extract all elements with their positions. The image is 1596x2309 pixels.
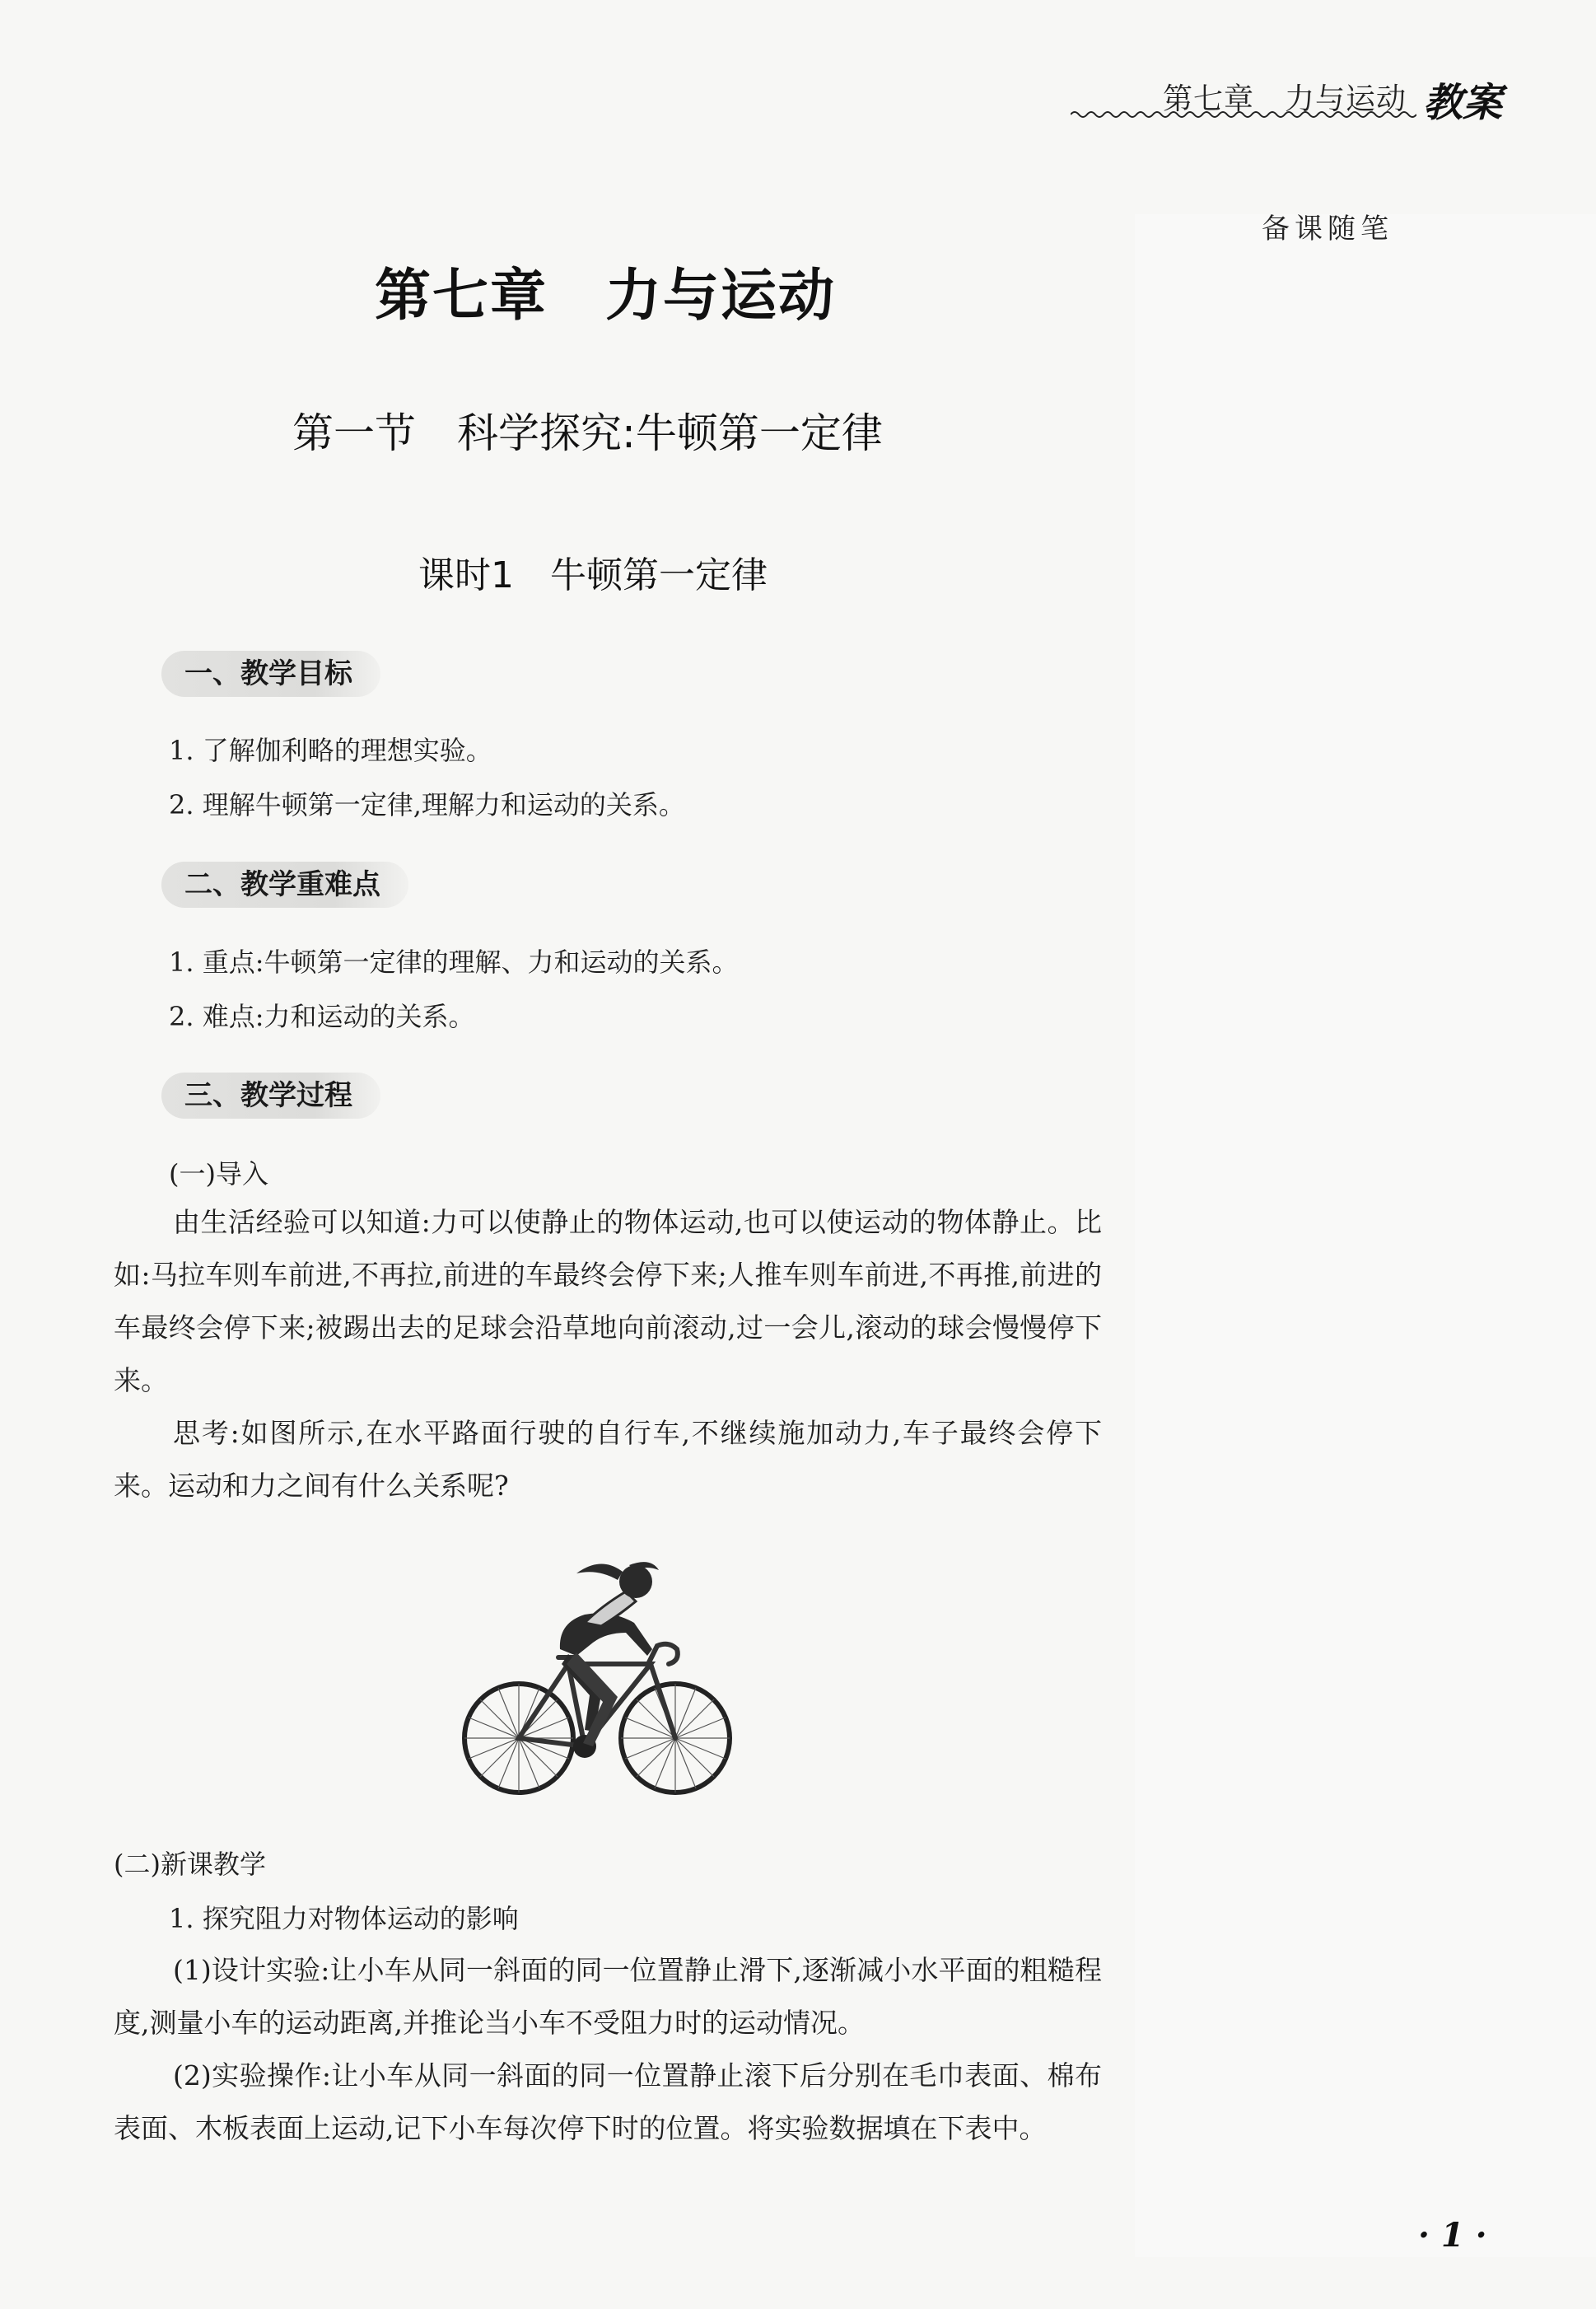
notes-margin-column xyxy=(1135,214,1596,2257)
page-number: · 1 · xyxy=(1418,2216,1487,2255)
running-header xyxy=(1071,76,1515,125)
list-item: 1. 重点:牛顿第一定律的理解、力和运动的关系。 xyxy=(169,947,739,978)
list-item: 1. 了解伽利略的理想实验。 xyxy=(169,735,492,766)
experiment-title: 1. 探究阻力对物体运动的影响 xyxy=(169,1903,519,1934)
design-paragraph: (1)设计实验:让小车从同一斜面的同一位置静止滑下,逐渐减小水平面的粗糙程度,测量小车的运动距离,并推论当小车不受阻力时的运动情况。 xyxy=(114,1954,1102,2039)
wavy-underline-icon xyxy=(1071,109,1416,120)
cyclist-illustration-icon xyxy=(461,1540,741,1804)
think-paragraph: 思考:如图所示,在水平路面行驶的自行车,不继续施加动力,车子最终会停下来。运动和力之间有什么关系呢? xyxy=(114,1417,1102,1502)
chapter-title: 第七章 力与运动 xyxy=(375,264,837,329)
intro-paragraph: 由生活经验可以知道:力可以使静止的物体运动,也可以使运动的物体静止。比如:马拉车则车前进,不再拉,前进的车最终会停下来;人推车则车前进,不再推,前进的车最终会停下来;被踢出去的足球会沿草地向前滚动,过一会儿,滚动的球会慢慢停下来。 xyxy=(114,1206,1102,1396)
list-item: 2. 难点:力和运动的关系。 xyxy=(169,1001,475,1032)
section-heading: 二、教学重难点 xyxy=(161,862,408,908)
lesson-title: 课时1 牛顿第一定律 xyxy=(418,554,768,596)
subsection-label: (二)新课教学 xyxy=(114,1849,266,1880)
operation-paragraph: (2)实验操作:让小车从同一斜面的同一位置静止滚下后分别在毛巾表面、棉布表面、木板表面上运动,记下小车每次停下时的位置。将实验数据填在下表中。 xyxy=(114,2059,1102,2144)
section-title: 第一节 科学探究:牛顿第一定律 xyxy=(292,409,883,457)
section-heading: 一、教学目标 xyxy=(161,651,380,697)
list-item: 2. 理解牛顿第一定律,理解力和运动的关系。 xyxy=(169,789,685,820)
margin-note-label: 备课随笔 xyxy=(1262,213,1393,245)
running-header-brand: 教案 xyxy=(1423,80,1503,126)
subsection-label: (一)导入 xyxy=(169,1158,268,1190)
running-header-text: 第七章 力与运动 xyxy=(1163,82,1407,116)
section-heading: 三、教学过程 xyxy=(161,1073,380,1119)
